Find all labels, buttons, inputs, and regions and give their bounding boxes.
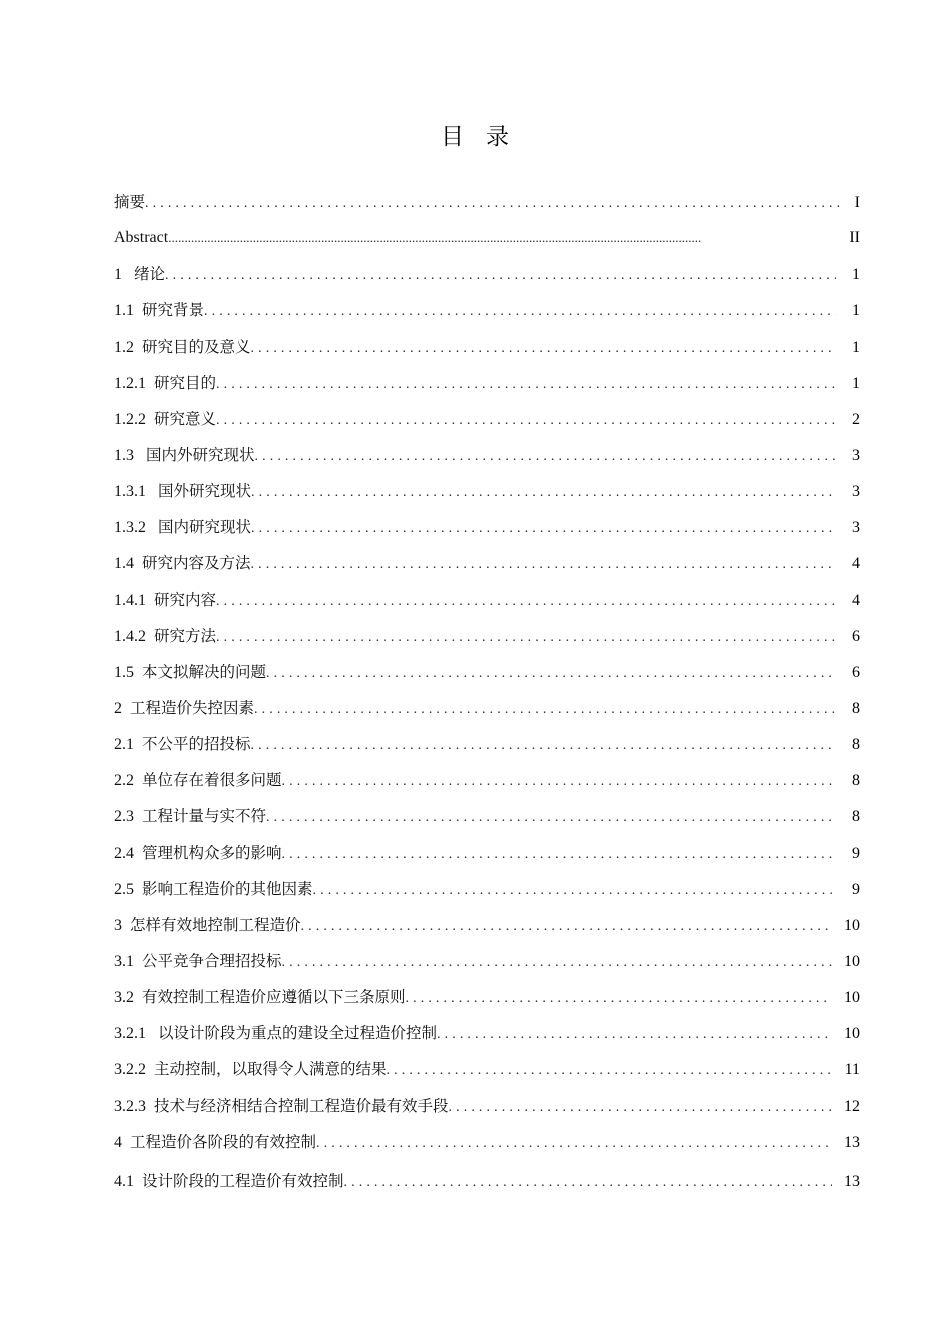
toc-entry[interactable] — [114, 694, 860, 730]
toc-leader-dots — [316, 1130, 832, 1158]
toc-leader-dots — [216, 588, 836, 616]
toc-page-number: 1 — [852, 338, 860, 356]
toc-entry-abstract-en[interactable] — [114, 224, 860, 260]
table-of-contents — [114, 188, 860, 1203]
toc-entry-title — [114, 947, 282, 976]
toc-leader-dots — [449, 1094, 832, 1122]
toc-entry[interactable] — [114, 911, 860, 947]
toc-leader-dots — [216, 371, 836, 399]
toc-section-text: 公平竞争合理招投标 — [142, 951, 282, 970]
toc-entry[interactable] — [114, 333, 860, 369]
toc-section-text: 工程造价失控因素 — [130, 698, 255, 717]
toc-section-text: 设计阶段的工程造价有效控制 — [142, 1171, 344, 1190]
toc-entry[interactable] — [114, 1167, 860, 1203]
toc-leader-dots — [251, 335, 836, 363]
toc-leader-dots — [165, 262, 836, 290]
toc-section-number: 2 — [114, 699, 122, 717]
toc-entry-title — [114, 802, 266, 831]
toc-entry-title — [114, 658, 266, 687]
toc-section-number: 1.3 — [114, 446, 134, 464]
toc-page-number: 4 — [852, 555, 860, 573]
toc-section-number: 1.3.2 — [114, 519, 146, 537]
toc-entry[interactable] — [114, 658, 860, 694]
toc-entry-title — [114, 441, 255, 470]
toc-section-number: 2.3 — [114, 808, 134, 826]
toc-section-number: 1.4.1 — [114, 591, 146, 609]
toc-leader-dots — [437, 1021, 832, 1049]
toc-entry-title: 摘要 — [114, 193, 146, 211]
toc-leader-dots — [251, 479, 836, 507]
toc-entry-title — [114, 875, 313, 904]
toc-section-text: 研究目的 — [154, 373, 217, 392]
toc-page-number: 4 — [852, 591, 860, 609]
toc-page-number: 10 — [844, 916, 860, 934]
toc-section-number: 1 — [114, 266, 122, 284]
toc-section-text: 国内外研究现状 — [146, 445, 255, 464]
toc-page-number: 1 — [852, 302, 860, 320]
toc-leader-dots — [168, 224, 844, 252]
toc-section-number: 1.4.2 — [114, 627, 146, 645]
toc-page-number: 8 — [852, 699, 860, 717]
toc-page-number: 1 — [852, 374, 860, 392]
toc-section-number: 2.1 — [114, 736, 134, 754]
toc-page-number: 8 — [852, 772, 860, 790]
toc-entry-title — [114, 549, 251, 578]
toc-leader-dots — [406, 985, 832, 1013]
toc-section-text: 影响工程造价的其他因素 — [142, 879, 313, 898]
toc-section-text: 有效控制工程造价应遵循以下三条原则 — [142, 988, 406, 1007]
toc-page-number: 10 — [844, 1025, 860, 1043]
toc-page-number: 9 — [852, 880, 860, 898]
toc-entry-title — [114, 260, 165, 289]
toc-page-number: 6 — [852, 663, 860, 681]
toc-page-number: 3 — [852, 446, 860, 464]
toc-leader-dots — [204, 298, 836, 326]
toc-section-number: 1.1 — [114, 302, 134, 320]
toc-section-text: 绪论 — [134, 265, 166, 284]
toc-entry[interactable] — [114, 766, 860, 802]
toc-entry-title — [114, 1128, 316, 1157]
toc-entry[interactable] — [114, 549, 860, 585]
toc-section-text: 不公平的招投标 — [142, 735, 251, 754]
toc-page-number: 3 — [852, 483, 860, 501]
toc-entry-title — [114, 730, 251, 759]
toc-section-text: 工程计量与实不符 — [142, 807, 267, 826]
page-title: 目录 — [441, 124, 531, 150]
toc-entry-title — [114, 983, 406, 1012]
toc-section-number: 3.2.2 — [114, 1061, 146, 1079]
toc-section-text: 研究内容 — [154, 590, 217, 609]
toc-leader-dots — [387, 1057, 833, 1085]
toc-section-text: 本文拟解决的问题 — [142, 662, 267, 681]
toc-entry[interactable] — [114, 369, 860, 405]
toc-entry[interactable] — [114, 586, 860, 622]
toc-entry-title — [114, 586, 216, 615]
toc-section-text: 研究方法 — [154, 626, 217, 645]
toc-entry-title: Abstract — [114, 229, 169, 247]
toc-leader-dots — [301, 913, 832, 941]
toc-leader-dots — [251, 551, 836, 579]
toc-section-text: 技术与经济相结合控制工程造价最有效手段 — [154, 1096, 449, 1115]
toc-entry-title — [114, 839, 282, 868]
toc-entry-title — [114, 766, 282, 795]
toc-section-number: 2.5 — [114, 880, 134, 898]
toc-page-number: 13 — [844, 1133, 860, 1151]
toc-page-number: 1 — [852, 266, 860, 284]
toc-page-number: 10 — [844, 952, 860, 970]
toc-section-number: 2.2 — [114, 772, 134, 790]
toc-section-number: 3.2.3 — [114, 1097, 146, 1115]
toc-leader-dots — [313, 877, 836, 905]
toc-leader-dots — [251, 515, 836, 543]
toc-entry-title — [114, 369, 216, 398]
toc-section-number: 1.2.2 — [114, 410, 146, 428]
toc-section-number: 4.1 — [114, 1172, 134, 1190]
toc-entry[interactable] — [114, 839, 860, 875]
toc-entry-title — [114, 513, 251, 542]
toc-page-number: II — [849, 229, 860, 247]
toc-entry-title — [114, 296, 204, 325]
toc-section-number: 1.3.1 — [114, 483, 146, 501]
toc-page-number: 10 — [844, 989, 860, 1007]
toc-page-number: 6 — [852, 627, 860, 645]
toc-entry-title — [114, 694, 254, 723]
toc-entry[interactable] — [114, 441, 860, 477]
toc-entry[interactable] — [114, 1019, 860, 1055]
toc-section-text: 以设计阶段为重点的建设全过程造价控制 — [158, 1024, 438, 1043]
toc-entry-title — [114, 477, 251, 506]
toc-section-number: 2.4 — [114, 844, 134, 862]
toc-section-text: 管理机构众多的影响 — [142, 843, 282, 862]
toc-section-text: 工程造价各阶段的有效控制 — [130, 1132, 317, 1151]
toc-entry[interactable] — [114, 296, 860, 332]
toc-section-text: 研究目的及意义 — [142, 337, 251, 356]
toc-leader-dots — [266, 804, 836, 832]
toc-section-text: 研究内容及方法 — [142, 554, 251, 573]
toc-entry[interactable] — [114, 405, 860, 441]
toc-entry-title — [114, 333, 251, 362]
toc-section-number: 1.2.1 — [114, 374, 146, 392]
toc-entry-title — [114, 1167, 344, 1196]
toc-entry-title — [114, 911, 301, 940]
toc-leader-dots — [344, 1169, 832, 1197]
toc-page-number: 13 — [844, 1172, 860, 1190]
toc-entry-title — [114, 1019, 437, 1048]
toc-section-number: 3 — [114, 916, 122, 934]
toc-page-number: 8 — [852, 736, 860, 754]
toc-leader-dots — [282, 949, 832, 977]
toc-entry-title — [114, 405, 216, 434]
toc-entry[interactable] — [114, 1092, 860, 1128]
toc-leader-dots — [266, 660, 836, 688]
toc-entry-title — [114, 622, 216, 651]
toc-entry[interactable] — [114, 947, 860, 983]
toc-entry[interactable] — [114, 477, 860, 513]
toc-leader-dots — [282, 768, 836, 796]
toc-leader-dots — [282, 841, 836, 869]
toc-section-number: 1.5 — [114, 663, 134, 681]
toc-section-text: 主动控制，以取得令人满意的结果 — [154, 1060, 387, 1079]
toc-page-number: 11 — [844, 1061, 860, 1079]
toc-entry-title — [114, 1092, 449, 1121]
toc-leader-dots — [216, 407, 836, 435]
toc-section-number: 1.2 — [114, 338, 134, 356]
toc-section-text: 国外研究现状 — [158, 482, 252, 501]
toc-section-text: 怎样有效地控制工程造价 — [130, 915, 301, 934]
toc-entry[interactable] — [114, 622, 860, 658]
toc-entry-title — [114, 1055, 387, 1084]
toc-entry[interactable] — [114, 1128, 860, 1164]
toc-section-text: 研究背景 — [142, 301, 205, 320]
toc-entry[interactable] — [114, 983, 860, 1019]
toc-page-number: 9 — [852, 844, 860, 862]
toc-entry[interactable] — [114, 875, 860, 911]
toc-leader-dots — [255, 443, 836, 471]
toc-section-text: 单位存在着很多问题 — [142, 771, 282, 790]
toc-section-text: 研究意义 — [154, 409, 217, 428]
toc-leader-dots — [216, 624, 836, 652]
toc-entry[interactable] — [114, 1055, 860, 1091]
toc-leader-dots — [251, 732, 836, 760]
toc-section-number: 3.2.1 — [114, 1025, 146, 1043]
toc-page-number: 8 — [852, 808, 860, 826]
toc-page-number: 3 — [852, 519, 860, 537]
toc-page-number: I — [854, 194, 860, 211]
toc-section-text: 国内研究现状 — [158, 518, 252, 537]
toc-entry[interactable] — [114, 730, 860, 766]
toc-page-number: 12 — [844, 1097, 860, 1115]
toc-section-number: 3.2 — [114, 989, 134, 1007]
toc-page-number: 2 — [852, 410, 860, 428]
toc-section-number: 1.4 — [114, 555, 134, 573]
toc-entry[interactable] — [114, 802, 860, 838]
toc-leader-dots — [145, 190, 844, 218]
toc-section-number: 3.1 — [114, 952, 134, 970]
toc-section-number: 4 — [114, 1133, 122, 1151]
toc-leader-dots — [254, 696, 836, 724]
toc-entry[interactable] — [114, 260, 860, 296]
toc-entry-abstract-cn[interactable] — [114, 188, 860, 224]
toc-entry[interactable] — [114, 513, 860, 549]
